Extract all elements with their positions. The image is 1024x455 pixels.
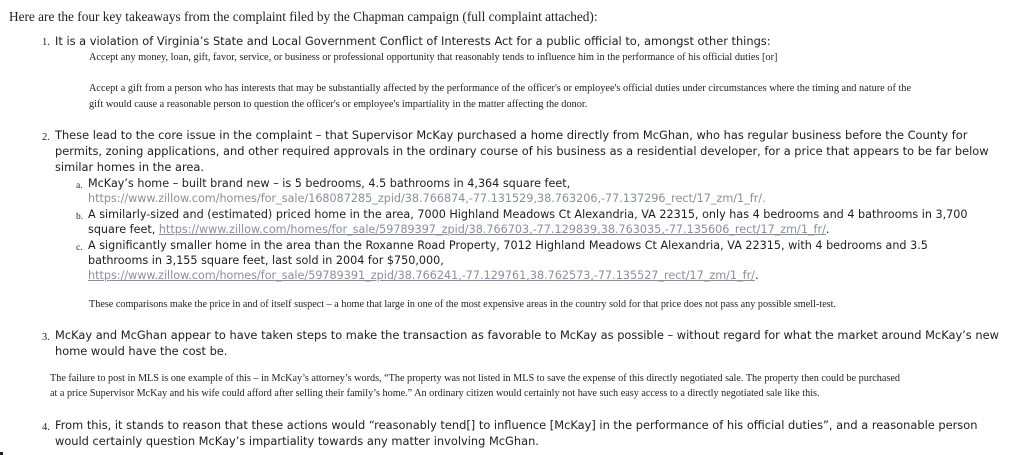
subitem-c-line-2: bathrooms in 3,155 square feet, last sold in 2004 for $750,000,	[88, 254, 444, 267]
subitem-b-line-2	[88, 223, 829, 238]
subitem-b-line-1: A similarly-sized and (estimated) priced home in the area, 7000 Highland Meadows Ct Alexandria, VA 22315, only has 4 bedrooms and 4 bathrooms in 3,700	[88, 208, 968, 221]
item-1-text: It is a violation of Virginia’s State and Local Government Conflict of Interests Act for a public official to, amongst other things:	[55, 34, 771, 48]
item-3-line-2: home would have the cost be.	[55, 344, 228, 358]
comparison-note: These comparisons make the price in and of itself suspect – a home that large in one of the most expensive areas in the country sold for that price does not pass any possible smell-test.	[89, 299, 836, 310]
item-1-quote-2: Accept a gift from a person who has interests that may be substantially affected by the performance of the officer's or employee's official duties under circumstances where the timing and nature of the	[89, 83, 912, 94]
item-1-number: 1.	[42, 37, 50, 48]
intro-text: Here are the four key takeaways from the complaint filed by the Chapman campaign (full complaint attached):	[9, 9, 598, 24]
subitem-a-label: a.	[76, 181, 83, 191]
subitem-c-url-suffix: .	[754, 269, 759, 282]
item-4-line-2: would certainly question McKay’s impartiality towards any matter involving McGhan.	[55, 434, 539, 448]
item-2-line-3: similar homes in the area.	[55, 160, 204, 174]
item-1-quote-1: Accept any money, loan, gift, favor, service, or business or professional opportunity that reasonably tends to influence him in the performance of his official duties [or]	[89, 52, 778, 63]
subitem-b-line-2-prefix: square feet,	[88, 223, 156, 236]
item-2-number: 2.	[42, 132, 50, 143]
item-3-number: 3.	[42, 332, 50, 343]
item-4-line-1: From this, it stands to reason that these actions would “reasonably tend[] to influence [McKay] in the performance of his official duties”, and a reasonable person	[55, 418, 978, 432]
item-1-quote-3: gift would cause a reasonable person to question the officer's or employee's impartiality in the matter affecting the donor.	[89, 99, 588, 110]
subitem-b-url-link[interactable]: https://www.zillow.com/homes/for_sale/59789397_zpid/38.766703,-77.129839,38.763035,-77.135606_rect/17_zm/1_fr/	[158, 223, 826, 236]
item-2-line-1: These lead to the core issue in the complaint – that Supervisor McKay purchased a home directly from McGhan, who has regular business before the County for	[55, 128, 968, 142]
subitem-b-label: b.	[76, 212, 84, 222]
mls-paragraph-line-1: The failure to post in MLS is one example of this – in McKay’s attorney’s words, “The property was not listed in MLS to save the expense of this directly negotiated sale. The property then could be purchased	[50, 373, 900, 384]
mls-paragraph-line-2: at a price Supervisor McKay and his wife could afford after selling their family’s home.” An ordinary citizen would certainly not have such easy access to a directly negotiated sale like this.	[50, 388, 820, 399]
item-3-line-1: McKay and McGhan appear to have taken steps to make the transaction as favorable to McKay as possible – without regard for what the market around McKay’s new	[55, 328, 999, 342]
subitem-a-line-1: McKay’s home – built brand new – is 5 bedrooms, 4.5 bathrooms in 4,364 square feet,	[88, 177, 571, 190]
item-2-line-2: permits, zoning applications, and other required approvals in the ordinary course of his business as a residential developer, for a price that appears to be far below	[55, 144, 989, 158]
subitem-b-url-suffix: .	[825, 223, 830, 236]
subitem-c-label: c.	[76, 243, 83, 253]
subitem-c-url-link[interactable]: https://www.zillow.com/homes/for_sale/59789391_zpid/38.766241,-77.129761,38.762573,-77.135527_rect/17_zm/1_fr/	[88, 269, 755, 282]
subitem-a-url: https://www.zillow.com/homes/for_sale/168087285_zpid/38.766874,-77.131529,38.763206,-77.137296_rect/17_zm/1_fr/.	[88, 192, 766, 205]
subitem-c-line-1: A significantly smaller home in the area than the Roxanne Road Property, 7012 Highland Meadows Ct Alexandria, VA 22315, with 4 bedrooms and 3.5	[88, 239, 928, 252]
subitem-c-line-3	[88, 269, 759, 284]
item-4-number: 4.	[42, 422, 50, 433]
